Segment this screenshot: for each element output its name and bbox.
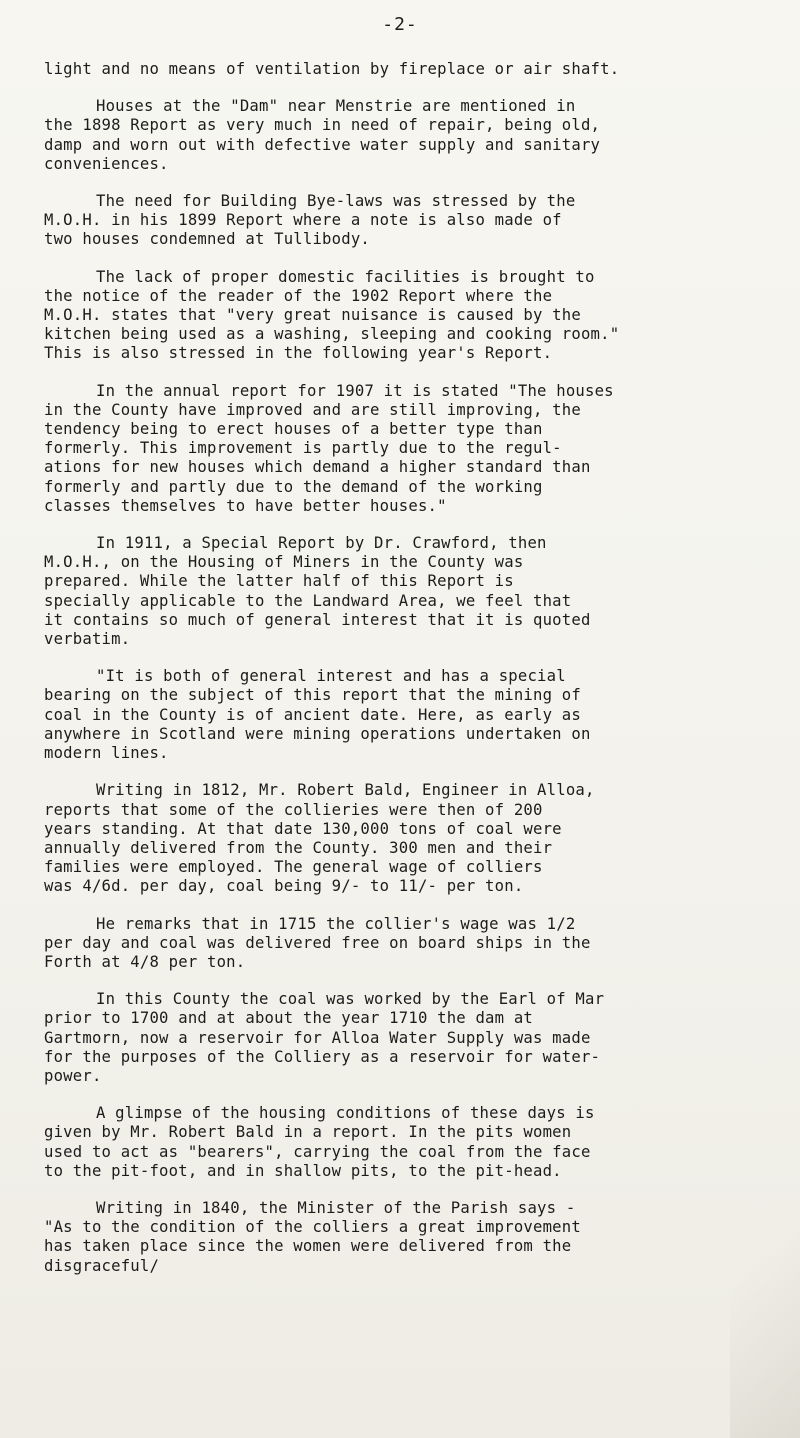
text-line: has taken place since the women were delivered from the: [44, 1237, 572, 1256]
text-line: conveniences.: [44, 154, 169, 173]
text-line: disgraceful/: [44, 1256, 160, 1275]
paragraph: [44, 990, 774, 1086]
text-line: it contains so much of general interest that it is quoted: [44, 610, 591, 629]
text-line: Writing in 1812, Mr. Robert Bald, Engineer in Alloa,: [96, 781, 595, 800]
text-line: reports that some of the collieries were then of 200: [44, 800, 543, 819]
text-line: This is also stressed in the following year's Report.: [44, 344, 553, 363]
page-number: -2-: [382, 14, 418, 35]
text-line: classes themselves to have better houses.": [44, 496, 447, 515]
text-line: In this County the coal was worked by the Earl of Mar: [96, 990, 605, 1009]
text-line: given by Mr. Robert Bald in a report. In the pits women: [44, 1123, 572, 1142]
text-line: A glimpse of the housing conditions of these days is: [96, 1104, 595, 1123]
paragraph: [44, 915, 774, 973]
text-line: Houses at the "Dam" near Menstrie are mentioned in: [96, 97, 576, 116]
paragraph: [44, 192, 774, 250]
paragraph: [44, 97, 774, 174]
text-line: power.: [44, 1066, 102, 1085]
text-line: M.O.H., on the Housing of Miners in the County was: [44, 553, 524, 572]
text-line: damp and worn out with defective water supply and sanitary: [44, 135, 601, 154]
paragraph: [44, 60, 774, 79]
text-line: He remarks that in 1715 the collier's wage was 1/2: [96, 914, 576, 933]
text-line: anywhere in Scotland were mining operations undertaken on: [44, 724, 591, 743]
paragraph: [44, 1199, 774, 1276]
text-line: tendency being to erect houses of a better type than: [44, 420, 543, 439]
document-body: [44, 60, 774, 1294]
text-line: in the County have improved and are still improving, the: [44, 400, 581, 419]
text-line: coal in the County is of ancient date. Here, as early as: [44, 705, 581, 724]
text-line: prepared. While the latter half of this Report is: [44, 572, 514, 591]
text-line: bearing on the subject of this report that the mining of: [44, 686, 581, 705]
text-line: years standing. At that date 130,000 tons of coal were: [44, 819, 562, 838]
text-line: formerly. This improvement is partly due to the regul-: [44, 439, 562, 458]
text-line: modern lines.: [44, 744, 169, 763]
paragraph: [44, 667, 774, 763]
page-shadow: [730, 1138, 800, 1438]
text-line: formerly and partly due to the demand of the working: [44, 477, 543, 496]
paragraph: [44, 268, 774, 364]
paragraph: [44, 1104, 774, 1181]
text-line: specially applicable to the Landward Area, we feel that: [44, 591, 572, 610]
text-line: the 1898 Report as very much in need of repair, being old,: [44, 116, 601, 135]
text-line: Gartmorn, now a reservoir for Alloa Water Supply was made: [44, 1028, 591, 1047]
text-line: families were employed. The general wage of colliers: [44, 858, 543, 877]
text-line: Forth at 4/8 per ton.: [44, 952, 246, 971]
text-line: annually delivered from the County. 300 men and their: [44, 838, 553, 857]
text-line: M.O.H. in his 1899 Report where a note is also made of: [44, 211, 562, 230]
text-line: In the annual report for 1907 it is stated "The houses: [96, 381, 614, 400]
text-line: used to act as "bearers", carrying the coal from the face: [44, 1142, 591, 1161]
text-line: The lack of proper domestic facilities is brought to: [96, 267, 595, 286]
text-line: was 4/6d. per day, coal being 9/- to 11/- per ton.: [44, 877, 524, 896]
text-line: The need for Building Bye-laws was stressed by the: [96, 192, 576, 211]
paragraph: [44, 781, 774, 896]
text-line: M.O.H. states that "very great nuisance is caused by the: [44, 306, 581, 325]
text-line: per day and coal was delivered free on board ships in the: [44, 933, 591, 952]
paragraph: [44, 534, 774, 649]
text-line: "As to the condition of the colliers a great improvement: [44, 1218, 581, 1237]
text-line: Writing in 1840, the Minister of the Parish says -: [96, 1198, 576, 1217]
text-line: In 1911, a Special Report by Dr. Crawford, then: [96, 534, 547, 553]
text-line: two houses condemned at Tullibody.: [44, 230, 370, 249]
text-line: to the pit-foot, and in shallow pits, to the pit-head.: [44, 1161, 562, 1180]
text-line: for the purposes of the Colliery as a reservoir for water-: [44, 1047, 601, 1066]
text-line: the notice of the reader of the 1902 Report where the: [44, 286, 553, 305]
text-line: kitchen being used as a washing, sleeping and cooking room.": [44, 325, 620, 344]
paragraph: [44, 382, 774, 516]
text-line: verbatim.: [44, 630, 131, 649]
text-line: light and no means of ventilation by fireplace or air shaft.: [44, 60, 620, 78]
text-line: ations for new houses which demand a higher standard than: [44, 458, 591, 477]
text-line: "It is both of general interest and has a special: [96, 667, 566, 686]
text-line: prior to 1700 and at about the year 1710 the dam at: [44, 1009, 533, 1028]
